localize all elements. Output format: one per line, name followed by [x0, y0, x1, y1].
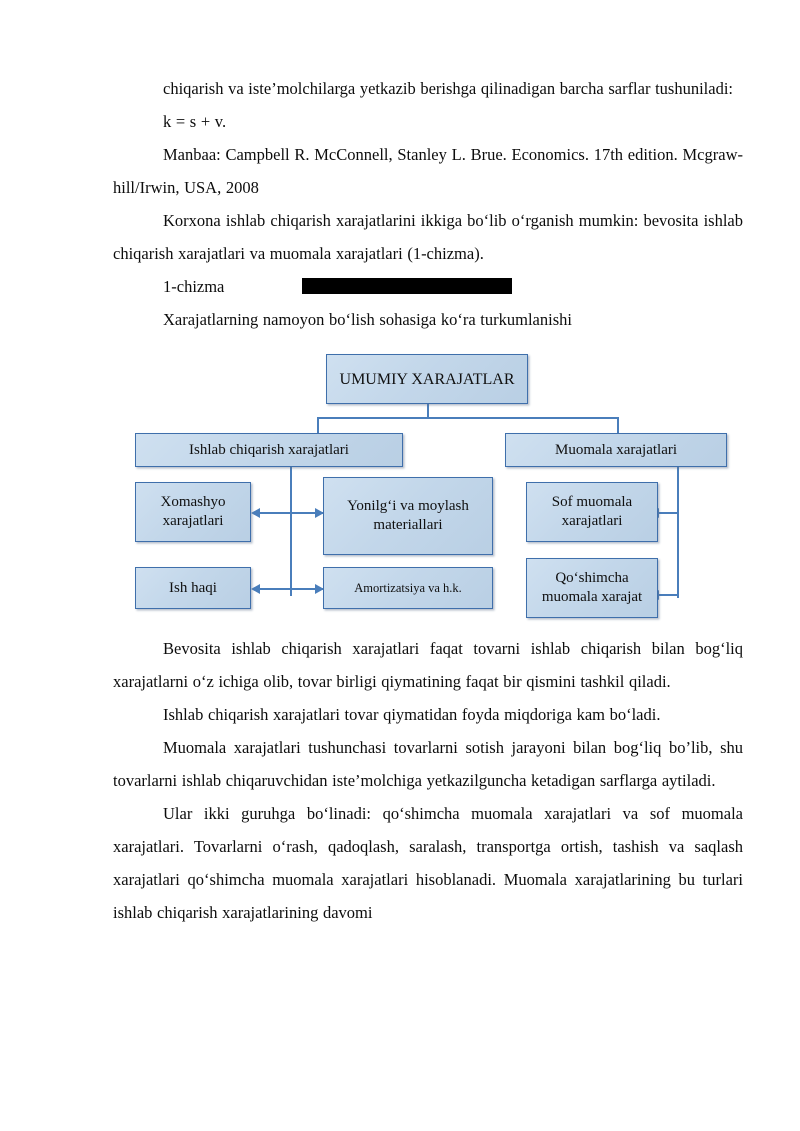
- connector-left-row-a: [259, 512, 323, 514]
- arrowhead-left-row-a-west: [251, 508, 260, 518]
- diagram-node-amortization[interactable]: [323, 567, 493, 609]
- arrowhead-left-row-b-west: [251, 584, 260, 594]
- connector-root-stem: [427, 404, 429, 418]
- diagram-node-pure-circulation-label: Sof muomala xarajatlari: [551, 494, 633, 529]
- paragraph-intro: chiqarish va iste’molchilarga yetkazib berishga qilinadigan barcha sarflar tushuniladi:: [163, 79, 734, 98]
- diagram-node-pure-circulation[interactable]: [526, 482, 658, 542]
- paragraph-formula: k = s + v.: [163, 112, 227, 131]
- paragraph-bevosita: Bevosita ishlab chiqarish xarajatlari faqat tovarni ishlab chiqarish bilan bog‘liq xarajatlarni o‘z ichiga olib, tovar birligi qiymatining faqat bir qismini tashkil qiladi.: [113, 639, 743, 691]
- diagram-node-additional-circulation[interactable]: [526, 558, 658, 618]
- diagram-node-circulation-costs-label: Muomala xarajatlari: [554, 441, 678, 458]
- diagram-node-root-label: UMUMIY XARAJATLAR: [339, 370, 515, 388]
- figure-label: 1-chizma: [163, 277, 225, 296]
- redaction-bar: [302, 278, 512, 294]
- diagram-node-fuel-lubricants-label: Yonilg‘i va moylash materiallari: [347, 498, 469, 533]
- diagram-node-wages[interactable]: [135, 567, 251, 609]
- connector-right-spine: [677, 467, 679, 598]
- diagram-node-raw-materials-label: Xomashyo xarajatlari: [160, 494, 226, 529]
- diagram-node-fuel-lubricants[interactable]: [323, 477, 493, 555]
- paragraph-korxona: Korxona ishlab chiqarish xarajatlarini ikkiga bo‘lib o‘rganish mumkin: bevosita ishlab chiqarish xarajatlari va muomala xarajatlari (1-chizma).: [113, 211, 743, 263]
- paragraph-ular-ikki: Ular ikki guruhga bo‘linadi: qo‘shimcha muomala xarajatlari va sof muomala xarajatlari. Tovarlarni o‘rash, qadoqlash, saralash, transportga ortish, tashish va saqlash xarajatlari qo‘shimcha muomala xarajatlari hisoblanadi. Muomala xarajatlarining bu turlari ishlab chiqarish xarajatlarining davomi: [113, 804, 743, 922]
- paragraph-muomala: Muomala xarajatlari tushunchasi tovarlarni sotish jarayoni bilan bog‘liq bo’lib, shu tovarlarni ishlab chiqaruvchidan iste’molchiga yetkazilguncha ketadigan sarflarga aytiladi.: [113, 738, 743, 790]
- diagram-node-circulation-costs[interactable]: [505, 433, 727, 467]
- paragraph-source: Manbaa: Campbell R. McConnell, Stanley L. Brue. Economics. 17th edition. Mcgraw-hill/Irwin, USA, 2008: [113, 145, 743, 197]
- diagram-node-root[interactable]: [326, 354, 528, 404]
- connector-left-row-b: [259, 588, 323, 590]
- diagram-node-wages-label: Ish haqi: [169, 579, 217, 596]
- connector-right-row-b: [658, 594, 679, 596]
- connector-root-bar: [317, 417, 619, 419]
- connector-to-left-branch: [317, 417, 319, 433]
- diagram-node-additional-circulation-label: Qo‘shimcha muomala xarajat: [541, 570, 643, 605]
- diagram-node-production-costs-label: Ishlab chiqarish xarajatlari: [189, 441, 349, 458]
- connector-left-spine: [290, 467, 292, 596]
- diagram-node-production-costs[interactable]: [135, 433, 403, 467]
- page-content: [113, 72, 743, 929]
- figure-label-row: [113, 270, 743, 303]
- figure-caption: Xarajatlarning namoyon bo‘lish sohasiga ko‘ra turkumlanishi: [163, 310, 572, 329]
- cost-classification-diagram: [113, 342, 743, 632]
- connector-right-row-a: [658, 512, 679, 514]
- diagram-node-amortization-label: Amortizatsiya va h.k.: [354, 580, 462, 595]
- diagram-node-raw-materials[interactable]: [135, 482, 251, 542]
- paragraph-ishlab: Ishlab chiqarish xarajatlari tovar qiymatidan foyda miqdoriga kam bo‘ladi.: [163, 705, 661, 724]
- connector-to-right-branch: [617, 417, 619, 433]
